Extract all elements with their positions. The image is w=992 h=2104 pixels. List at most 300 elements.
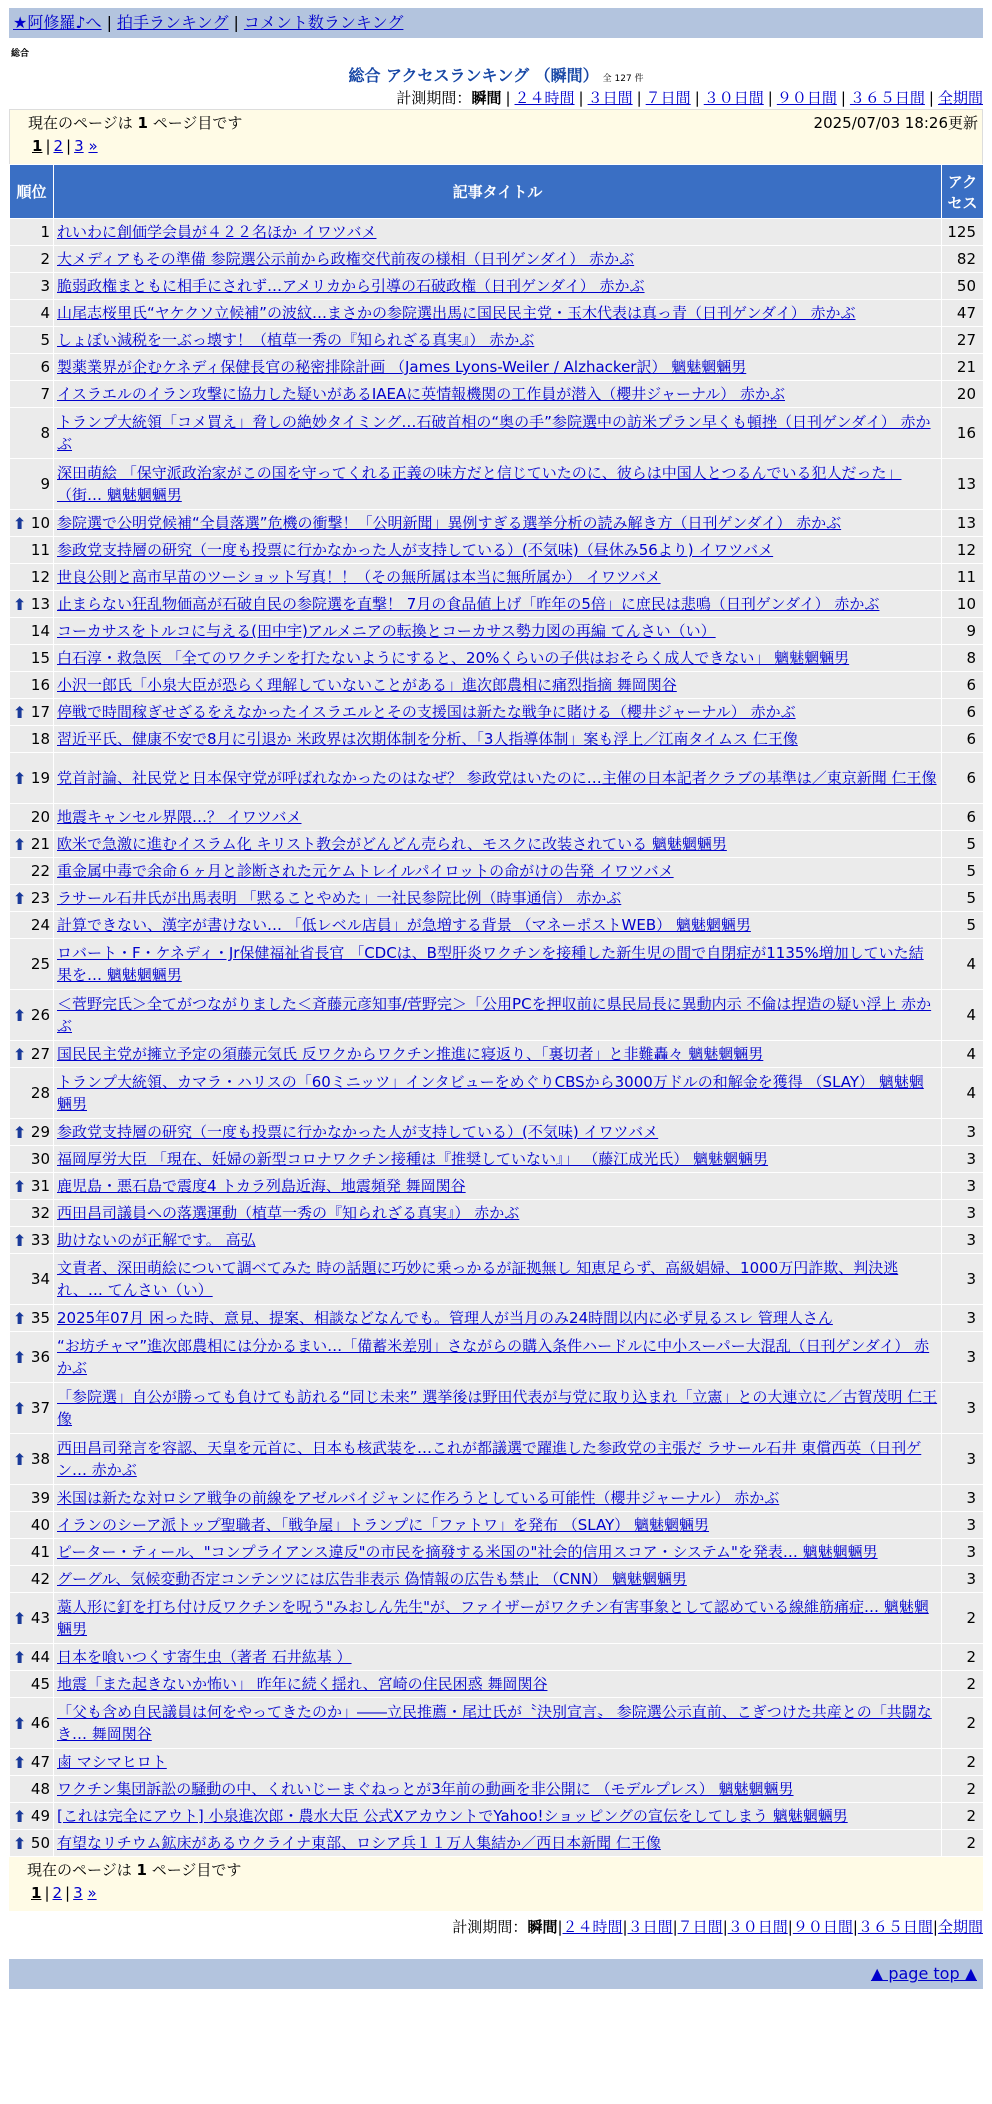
table-row	[10, 510, 984, 537]
rank-up-arrow-icon: ⬆	[13, 1309, 27, 1328]
title-cell	[54, 273, 942, 300]
article-link[interactable]: 日本を喰いつくす寄生虫（著者 石井紘基 ）	[57, 1648, 352, 1666]
title-cell	[54, 1593, 942, 1644]
article-link[interactable]: 福岡厚労大臣 「現在、妊婦の新型コロナワクチン接種は『推奨していない』」 （藤江成光氏） 魑魅魍魎男	[57, 1150, 769, 1168]
access-count: 5	[942, 858, 984, 885]
bottom-period-link[interactable]: ２４時間	[562, 1918, 623, 1936]
table-row	[10, 726, 984, 753]
next-page-link[interactable]: »	[87, 1884, 97, 1902]
rank-number: 10	[30, 514, 50, 532]
table-row	[10, 1749, 984, 1776]
table-row	[10, 1566, 984, 1593]
table-row	[10, 885, 984, 912]
title-cell	[54, 885, 942, 912]
bottom-period-link[interactable]: ３日間	[627, 1918, 673, 1936]
article-link[interactable]: 参院選で公明党候補“全員落選”危機の衝撃！「公明新聞」異例すぎる選挙分析の読み解き方（日刊ゲンダイ） 赤かぶ	[57, 514, 842, 532]
rank-cell	[10, 591, 54, 618]
access-count: 3	[942, 1146, 984, 1173]
rank-cell	[10, 1512, 54, 1539]
access-count: 20	[942, 381, 984, 408]
rank-up-arrow-icon: ⬆	[13, 1753, 27, 1772]
rank-cell	[10, 672, 54, 699]
title-cell	[54, 1512, 942, 1539]
table-row	[10, 1776, 984, 1803]
table-row	[10, 1830, 984, 1857]
page-link[interactable]: 3	[73, 1884, 83, 1902]
article-link[interactable]: 参政党支持層の研究（一度も投票に行かなかった人が支持している）(不気味)（昼休み56より) イワツバメ	[57, 541, 774, 559]
top-period-link[interactable]: ３６５日間	[849, 89, 925, 107]
top-period-link[interactable]: ２４時間	[514, 89, 575, 107]
article-link[interactable]: [これは完全にアウト] 小泉進次郎・農水大臣 公式XアカウントでYahoo!ショッピングの宣伝をしてしまう 魑魅魍魎男	[57, 1807, 848, 1825]
article-link[interactable]: トランプ大統領、カマラ・ハリスの「60ミニッツ」インタビューをめぐりCBSから3000万ドルの和解金を獲得 （SLAY） 魑魅魍魎男	[57, 1073, 924, 1113]
article-link[interactable]: 藁人形に釘を打ち付け反ワクチンを呪う"みおしん先生"が、ファイザーがワクチン有害事象として認めている線維筋痛症… 魑魅魍魎男	[57, 1598, 929, 1638]
article-link[interactable]: 米国は新たな対ロシア戦争の前線をアゼルバイジャンに作ろうとしている可能性（櫻井ジャーナル） 赤かぶ	[57, 1489, 780, 1507]
article-link[interactable]: 重金属中毒で余命６ヶ月と診断された元ケムトレイルパイロットの命がけの告発 イワツバメ	[57, 862, 674, 880]
page-separator: |	[45, 137, 51, 155]
rank-number: 14	[30, 622, 50, 640]
rank-number: 12	[30, 568, 50, 586]
table-row	[10, 1383, 984, 1434]
rank-cell	[10, 1068, 54, 1119]
table-row	[10, 219, 984, 246]
period-separator: |	[622, 1918, 628, 1936]
title-cell	[54, 990, 942, 1041]
article-link[interactable]: 大メディアもその準備 参院選公示前から政権交代前夜の様相（日刊ゲンダイ） 赤かぶ	[57, 250, 635, 268]
article-link[interactable]: 参政党支持層の研究（一度も投票に行かなかった人が支持している）(不気味) イワツバメ	[57, 1123, 659, 1141]
title-cell	[54, 1332, 942, 1383]
title-cell	[54, 1776, 942, 1803]
title-cell	[54, 699, 942, 726]
rank-number: 29	[30, 1123, 50, 1141]
period-separator: |	[932, 1918, 938, 1936]
rank-number: 37	[30, 1399, 50, 1417]
access-count: 3	[942, 1383, 984, 1434]
access-count: 2	[942, 1593, 984, 1644]
access-count: 3	[942, 1254, 984, 1305]
access-count: 6	[942, 699, 984, 726]
rank-cell	[10, 1200, 54, 1227]
access-count: 21	[942, 354, 984, 381]
rank-number: 24	[30, 916, 50, 934]
article-link[interactable]: イスラエルのイラン攻撃に協力した疑いがあるIAEAに英情報機関の工作員が潜入（櫻井ジャーナル） 赤かぶ	[57, 385, 785, 403]
table-row	[10, 1644, 984, 1671]
bottom-period-link[interactable]: ７日間	[677, 1918, 723, 1936]
page-link[interactable]: 3	[74, 137, 84, 155]
article-link[interactable]: 停戦で時間稼ぎせざるをえなかったイスラエルとその支援国は新たな戦争に賭ける（櫻井ジャーナル） 赤かぶ	[57, 703, 796, 721]
bottom-bar	[9, 1959, 983, 1989]
period-separator: |	[505, 89, 511, 107]
rank-number: 21	[30, 835, 50, 853]
article-link[interactable]: 地震「また起きないか怖い」 昨年に続く揺れ、宮崎の住民困惑 舞岡関谷	[57, 1675, 548, 1693]
article-link[interactable]: グーグル、気候変動否定コンテンツには広告非表示 偽情報の広告も禁止 （CNN） 魑魅魍魎男	[57, 1570, 687, 1588]
rank-cell	[10, 699, 54, 726]
article-link[interactable]: 文責者、深田萌絵について調べてみた 時の話題に巧妙に乗っかるが証拠無し 知恵足らず、高級娼婦、1000万円詐欺、判決逃れ、… てんさい（い）	[57, 1259, 899, 1299]
rank-number: 7	[40, 385, 50, 403]
rank-number: 31	[30, 1177, 50, 1195]
rank-up-arrow-icon: ⬆	[13, 514, 27, 533]
article-link[interactable]: 西田昌司発言を容認、天皇を元首に、日本も核武装を…これが都議選で躍進した参政党の主張だ ラサール石井 東償西英（日刊ゲン… 赤かぶ	[57, 1439, 922, 1479]
article-link[interactable]: ＜菅野完氏＞全てがつながりました＜斉藤元彦知事/菅野完＞「公用PCを押収前に県民局長に異動内示 不倫は捏造の疑い浮上 赤かぶ	[57, 995, 932, 1035]
rank-up-arrow-icon: ⬆	[13, 889, 27, 908]
access-count: 4	[942, 939, 984, 990]
title-cell	[54, 831, 942, 858]
rank-cell	[10, 408, 54, 459]
article-link[interactable]: 西田昌司議員への落選運動（植草一秀の『知られざる真実』） 赤かぶ	[57, 1204, 520, 1222]
article-link[interactable]: ワクチン集団訴訟の騒動の中、くれいじーまぐねっとが3年前の動画を非公開に （モデルプレス） 魑魅魍魎男	[57, 1780, 794, 1798]
title-cell	[54, 939, 942, 990]
rank-number: 28	[30, 1084, 50, 1102]
rank-cell	[10, 726, 54, 753]
article-link[interactable]: 深田萌絵 「保守派政治家がこの国を守ってくれる正義の味方だと信じていたのに、彼らは中国人とつるんでいる犯人だった」（街… 魑魅魍魎男	[57, 464, 902, 504]
rank-cell	[10, 537, 54, 564]
article-link[interactable]: 計算できない、漢字が書けない… 「低レベル店員」が急増する背景 （マネーポストWEB） 魑魅魍魎男	[57, 916, 751, 934]
page-title	[9, 65, 983, 87]
rank-number: 39	[30, 1489, 50, 1507]
title-cell	[54, 408, 942, 459]
rank-cell	[10, 1383, 54, 1434]
period-separator: |	[578, 89, 584, 107]
article-link[interactable]: 止まらない狂乱物価高が石破自民の参院選を直撃！ 7月の食品値上げ「昨年の5倍」に庶民は悲鳴（日刊ゲンダイ） 赤かぶ	[57, 595, 880, 613]
article-link[interactable]: 「父も含め自民議員は何をやってきたのか」――立民推薦・尾辻氏が〝決別宣言〟 参院選公示直前、こぎつけた共産との「共闘なき… 舞岡関谷	[57, 1703, 932, 1743]
table-row	[10, 753, 984, 804]
table-row	[10, 1593, 984, 1644]
access-count: 3	[942, 1512, 984, 1539]
period-separator: |	[840, 89, 846, 107]
period-separator: |	[672, 1918, 678, 1936]
access-count: 3	[942, 1200, 984, 1227]
rank-cell	[10, 618, 54, 645]
title-cell	[54, 672, 942, 699]
rank-cell	[10, 1119, 54, 1146]
rank-cell	[10, 459, 54, 510]
rank-number: 50	[30, 1834, 50, 1852]
top-period-link[interactable]: ９０日間	[776, 89, 837, 107]
title-cell	[54, 564, 942, 591]
access-count: 10	[942, 591, 984, 618]
rank-number: 5	[40, 331, 50, 349]
rank-up-arrow-icon: ⬆	[13, 595, 27, 614]
title-cell	[54, 1434, 942, 1485]
current-page: 1	[32, 137, 43, 155]
access-count: 4	[942, 990, 984, 1041]
article-link[interactable]: イランのシーア派トップ聖職者、「戦争屋」トランプに「ファトワ」を発布 （SLAY） 魑魅魍魎男	[57, 1516, 710, 1534]
access-count: 3	[942, 1305, 984, 1332]
page-top-link[interactable]: ▲ page top ▲	[870, 1964, 977, 1983]
title-cell	[54, 1068, 942, 1119]
table-row	[10, 564, 984, 591]
rank-cell	[10, 1041, 54, 1068]
rank-number: 11	[30, 541, 50, 559]
title-cell	[54, 1254, 942, 1305]
access-count: 2	[942, 1698, 984, 1749]
title-cell	[54, 1485, 942, 1512]
article-link[interactable]: 鹿児島・悪石島で震度4 トカラ列島近海、地震頻発 舞岡関谷	[57, 1177, 466, 1195]
access-count: 6	[942, 672, 984, 699]
rank-number: 18	[30, 730, 50, 748]
rank-cell	[10, 912, 54, 939]
rank-number: 2	[40, 250, 50, 268]
access-count: 3	[942, 1119, 984, 1146]
access-count: 3	[942, 1227, 984, 1254]
rank-number: 15	[30, 649, 50, 667]
comment-ranking-link[interactable]: コメント数ランキング	[243, 13, 404, 32]
rank-cell	[10, 273, 54, 300]
table-row	[10, 699, 984, 726]
rank-cell	[10, 1146, 54, 1173]
page-info-prefix: 現在のページは	[28, 114, 133, 132]
table-row	[10, 459, 984, 510]
article-link[interactable]: しょぼい減税を一ぶっ壊す！（植草一秀の『知られざる真実』） 赤かぶ	[57, 331, 535, 349]
rank-cell	[10, 327, 54, 354]
title-cell	[54, 381, 942, 408]
rank-number: 45	[30, 1675, 50, 1693]
period-separator: |	[787, 1918, 793, 1936]
article-link[interactable]: 欧米で急激に進むイスラム化 キリスト教会がどんどん売られ、モスクに改装されている 魑魅魍魎男	[57, 835, 727, 853]
rank-up-arrow-icon: ⬆	[13, 835, 27, 854]
nav-separator: |	[106, 13, 112, 32]
title-cell	[54, 804, 942, 831]
rank-number: 25	[30, 955, 50, 973]
article-link[interactable]: 地震キャンセル界隈…？ イワツバメ	[57, 808, 302, 826]
bottom-period-link[interactable]: ９０日間	[792, 1918, 853, 1936]
period-label: 計測期間：	[396, 89, 472, 107]
rank-number: 47	[30, 1753, 50, 1771]
table-row	[10, 591, 984, 618]
access-count: 2	[942, 1830, 984, 1857]
table-row	[10, 1434, 984, 1485]
access-count: 12	[942, 537, 984, 564]
rank-cell	[10, 1566, 54, 1593]
top-period-link[interactable]: ３０日間	[703, 89, 764, 107]
rank-cell	[10, 1332, 54, 1383]
title-cell	[54, 1305, 942, 1332]
title-cell	[54, 1539, 942, 1566]
table-row	[10, 618, 984, 645]
rank-number: 20	[30, 808, 50, 826]
rank-up-arrow-icon: ⬆	[13, 1450, 27, 1469]
rank-number: 22	[30, 862, 50, 880]
table-row	[10, 1119, 984, 1146]
rank-number: 16	[30, 676, 50, 694]
table-row	[10, 831, 984, 858]
page-link[interactable]: 2	[52, 1884, 63, 1902]
title-header: 記事タイトル	[54, 165, 942, 219]
table-row	[10, 1305, 984, 1332]
access-count: 6	[942, 753, 984, 804]
rank-cell	[10, 885, 54, 912]
rank-cell	[10, 510, 54, 537]
rank-cell	[10, 858, 54, 885]
period-separator: |	[557, 1918, 563, 1936]
table-row	[10, 300, 984, 327]
period-separator: |	[636, 89, 642, 107]
title-cell	[54, 645, 942, 672]
table-row	[10, 645, 984, 672]
period-separator: |	[928, 89, 934, 107]
rank-cell	[10, 1803, 54, 1830]
table-row	[10, 912, 984, 939]
article-link[interactable]: 脆弱政権まともに相手にされず…アメリカから引導の石破政権（日刊ゲンダイ） 赤かぶ	[57, 277, 645, 295]
table-row	[10, 1485, 984, 1512]
article-link[interactable]: コーカサスをトルコに与える(田中宇)アルメニアの転換とコーカサス勢力図の再編 てんさい（い）	[57, 622, 716, 640]
page-link[interactable]: 2	[53, 137, 64, 155]
table-row	[10, 1512, 984, 1539]
rank-cell	[10, 1749, 54, 1776]
bottom-period-link[interactable]: ３６５日間	[857, 1918, 933, 1936]
title-cell	[54, 300, 942, 327]
access-count: 4	[942, 1068, 984, 1119]
rank-number: 9	[40, 475, 50, 493]
article-link[interactable]: “お坊チャマ”進次郎農相には分かるまい…「備蓄米差別」さながらの購入条件ハードルに中小スーパー大混乱（日刊ゲンダイ） 赤かぶ	[57, 1337, 930, 1377]
access-count: 6	[942, 726, 984, 753]
access-count: 27	[942, 327, 984, 354]
article-link[interactable]: ロバート・F・ケネディ・Jr保健福祉省長官 「CDCは、B型肝炎ワクチンを接種した新生児の間で自閉症が1135%増加していた結果を… 魑魅魍魎男	[57, 944, 924, 984]
home-link[interactable]: ★阿修羅♪へ	[13, 13, 102, 32]
title-cell	[54, 1671, 942, 1698]
bottom-period-link[interactable]: ３０日間	[727, 1918, 788, 1936]
article-link[interactable]: ピーター・ティール、"コンプライアンス違反"の市民を摘發する米国の"社会的信用スコア・システム"を発表… 魑魅魍魎男	[57, 1543, 878, 1561]
article-link[interactable]: トランプ大統領「コメ買え」脅しの絶妙タイミング…石破首相の“奥の手”参院選中の訪米プラン早くも頓挫（日刊ゲンダイ） 赤かぶ	[57, 413, 931, 453]
rank-number: 27	[30, 1045, 50, 1063]
rank-cell	[10, 300, 54, 327]
rank-number: 48	[30, 1780, 50, 1798]
table-row	[10, 1803, 984, 1830]
rank-cell	[10, 1776, 54, 1803]
article-link[interactable]: 白石淳・救急医 「全てのワクチンを打たないようにすると、20%くらいの子供はおそらく成人できない」 魑魅魍魎男	[57, 649, 850, 667]
article-link[interactable]: れいわに創価学会員が４２２名ほか イワツバメ	[57, 223, 377, 241]
rank-number: 44	[30, 1648, 50, 1666]
table-row	[10, 672, 984, 699]
access-count: 2	[942, 1776, 984, 1803]
bottom-period-link[interactable]: 全期間	[937, 1918, 983, 1936]
table-row	[10, 246, 984, 273]
table-row	[10, 858, 984, 885]
access-count: 5	[942, 831, 984, 858]
ranking-title: 総合 アクセスランキング （瞬間）	[348, 66, 599, 85]
title-cell	[54, 459, 942, 510]
table-row	[10, 273, 984, 300]
table-row	[10, 327, 984, 354]
table-row	[10, 939, 984, 990]
title-cell	[54, 1227, 942, 1254]
access-header: アクセス	[942, 165, 984, 219]
access-count: 125	[942, 219, 984, 246]
article-link[interactable]: 助けないのが正解です。 高弘	[57, 1231, 256, 1249]
table-row	[10, 1254, 984, 1305]
table-row	[10, 381, 984, 408]
title-cell	[54, 537, 942, 564]
access-count: 2	[942, 1671, 984, 1698]
article-link[interactable]: 世良公則と高市早苗のツーショット写真！！（その無所属は本当に無所属か） イワツバメ	[57, 568, 661, 586]
article-link[interactable]: 党首討論、社民党と日本保守党が呼ばれなかったのはなぜ？ 参政党はいたのに…主催の日本記者クラブの基準は／東京新聞 仁王像	[57, 769, 937, 787]
access-count: 50	[942, 273, 984, 300]
rank-cell	[10, 1698, 54, 1749]
pager-bottom	[9, 1857, 983, 1911]
access-count: 5	[942, 912, 984, 939]
period-separator: |	[852, 1918, 858, 1936]
article-link[interactable]: 国民民主党が擁立予定の須藤元気氏 反ワクからワクチン推進に寝返り、「裏切者」と非難轟々 魑魅魍魎男	[57, 1045, 764, 1063]
title-cell	[54, 510, 942, 537]
rank-cell	[10, 1305, 54, 1332]
rank-number: 1	[40, 223, 50, 241]
title-cell	[54, 1119, 942, 1146]
rank-up-arrow-icon: ⬆	[13, 1348, 27, 1367]
access-count: 6	[942, 804, 984, 831]
period-current: 瞬間	[471, 89, 502, 107]
period-selector-bottom	[9, 1915, 983, 1939]
rank-number: 34	[30, 1270, 50, 1288]
current-page: 1	[31, 1884, 42, 1902]
access-count: 4	[942, 1041, 984, 1068]
top-period-link[interactable]: ３日間	[587, 89, 633, 107]
rank-number: 32	[30, 1204, 50, 1222]
rank-number: 43	[30, 1609, 50, 1627]
next-page-link[interactable]: »	[88, 137, 98, 155]
clap-ranking-link[interactable]: 拍手ランキング	[116, 13, 229, 32]
page-info-prefix: 現在のページは	[27, 1861, 132, 1879]
rank-cell	[10, 645, 54, 672]
article-link[interactable]: 山尾志桜里氏“ヤケクソ立候補”の波紋…まさかの参院選出馬に国民民主党・玉木代表は真っ青（日刊ゲンダイ） 赤かぶ	[57, 304, 856, 322]
page-separator: |	[66, 137, 72, 155]
page-info	[27, 1859, 979, 1881]
article-link[interactable]: 2025年07月 困った時、意見、提案、相談などなんでも。管理人が当月のみ24時間以内に必ず見るスレ 管理人さん	[57, 1309, 833, 1327]
article-link[interactable]: 小沢一郎氏「小泉大臣が恐らく理解していないことがある」進次郎農相に痛烈指摘 舞岡関谷	[57, 676, 677, 694]
rank-cell	[10, 1173, 54, 1200]
access-count: 2	[942, 1644, 984, 1671]
rank-up-arrow-icon: ⬆	[13, 1123, 27, 1142]
rank-cell	[10, 219, 54, 246]
article-link[interactable]: 製薬業界が企むケネディ保健長官の秘密排除計画 （James Lyons-Weiler / Alzhacker訳） 魑魅魍魎男	[57, 358, 747, 376]
article-link[interactable]: 「参院選」自公が勝っても負けても訪れる“同じ未来” 選挙後は野田代表が与党に取り込まれ「立憲」との大連立に／古賀茂明 仁王像	[57, 1388, 938, 1428]
rank-cell	[10, 354, 54, 381]
title-cell	[54, 753, 942, 804]
rank-number: 19	[30, 769, 50, 787]
rank-number: 3	[40, 277, 50, 295]
table-row	[10, 990, 984, 1041]
access-count: 11	[942, 564, 984, 591]
page-info-number: 1	[137, 114, 148, 132]
rank-cell	[10, 1485, 54, 1512]
access-count: 47	[942, 300, 984, 327]
period-current: 瞬間	[527, 1918, 558, 1936]
access-count: 3	[942, 1539, 984, 1566]
access-count: 13	[942, 510, 984, 537]
rank-cell	[10, 381, 54, 408]
rank-number: 42	[30, 1570, 50, 1588]
ranking-table	[9, 164, 984, 1857]
table-row	[10, 1332, 984, 1383]
table-row	[10, 1146, 984, 1173]
article-link[interactable]: 習近平氏、健康不安で8月に引退か 米政界は次期体制を分析、「3人指導体制」案も浮上／江南タイムス 仁王像	[57, 730, 798, 748]
rank-up-arrow-icon: ⬆	[13, 1177, 27, 1196]
rank-number: 46	[30, 1714, 50, 1732]
title-cell	[54, 1566, 942, 1593]
article-link[interactable]: ラサール石井氏が出馬表明 「黙ることやめた」一社民参院比例（時事通信） 赤かぶ	[57, 889, 622, 907]
access-count: 2	[942, 1749, 984, 1776]
rank-up-arrow-icon: ⬆	[13, 1006, 27, 1025]
rank-number: 38	[30, 1450, 50, 1468]
access-count: 3	[942, 1332, 984, 1383]
access-count: 13	[942, 459, 984, 510]
article-link[interactable]: 鹵 マシマヒロト	[57, 1753, 167, 1771]
top-period-link[interactable]: 全期間	[937, 89, 983, 107]
article-link[interactable]: 有望なリチウム鉱床があるウクライナ東部、ロシア兵１１万人集結か／西日本新聞 仁王像	[57, 1834, 661, 1852]
top-period-link[interactable]: ７日間	[645, 89, 691, 107]
rank-number: 4	[40, 304, 50, 322]
rank-number: 13	[30, 595, 50, 613]
rank-up-arrow-icon: ⬆	[13, 1609, 27, 1628]
page-links	[28, 134, 978, 158]
